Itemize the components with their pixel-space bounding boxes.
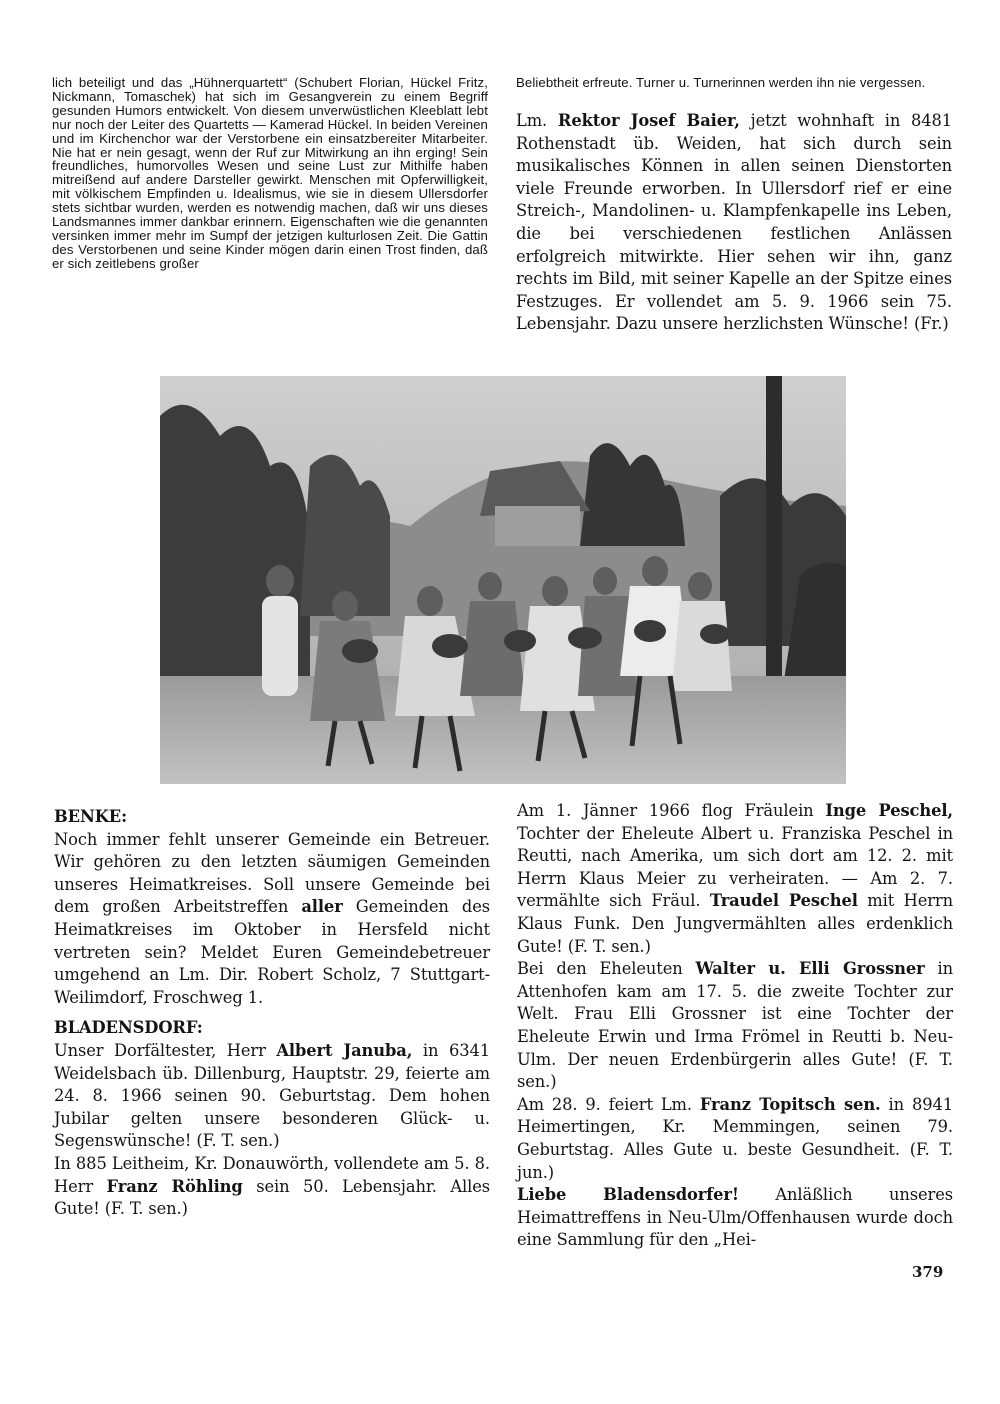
- grossner-paragraph: Bei den Eheleuten Walter u. Elli Grossner in Attenhofen kam am 17. 5. die zweite Tochter zur Welt. Frau Elli Grossner ist eine Tochter der Eheleute Erwin und Irma Frömel in Reutti b. Neu-Ulm. Der neuen Erdenbürgerin alles Gute! (F. T. sen.): [517, 959, 954, 1092]
- right-column: [517, 800, 953, 1252]
- topitsch-paragraph: Am 28. 9. feiert Lm. Franz Topitsch sen. in 8941 Heimertingen, Kr. Memmingen, seinen 79. Geburtstag. Alles Gute u. beste Gesundheit. (F. T. jun.): [517, 1094, 953, 1182]
- photo-illustration: [160, 376, 846, 784]
- section-heading-benke: BENKE:: [54, 807, 128, 826]
- obituary-text: lich beteiligt und das „Hühnerquartett“ (Schubert Florian, Hückel Fritz, Nickmann, Tomaschek) hat sich im Gesangverein zu einem Begriff gesunden Humors entwickelt. Von diesem unverwüstlichen Kleeblatt lebt nur noch der Leiter des Quartetts — Kamerad Hückel. In beiden Vereinen und im Kirchenchor war der Verstorbene ein einsatzbereiter Mitarbeiter. Nie hat er nein gesagt, wenn der Ruf zur Mitwirkung an ihn erging! Sein freundliches, humorvolles Wesen und seine Lust zur Mithilfe haben mitreißend auf andere Darsteller gewirkt. Menschen mit Opferwilligkeit, mit völkischem Empfinden u. Idealismus, wie sie in diesem Ullersdorfer stets sichtbar wurden, werden es notwendig machen, daß wir uns dieses Landsmannes immer dankbar erinnern. Eigenschaften wie die genannten versinken immer mehr im Sumpf der jetzigen kulturlosen Zeit. Die Gattin des Verstorbenen und seine Kinder mögen darin einen Trost finden, daß er sich zeitlebens großer: [52, 75, 488, 271]
- bladensdorf-paragraph: In 885 Leitheim, Kr. Donauwörth, vollendete am 5. 8. Herr Franz Röhling sein 50. Lebensjahr. Alles Gute! (F. T. sen.): [54, 1153, 491, 1219]
- person-name: Traudel Peschel: [709, 891, 858, 911]
- person-name: Albert Januba,: [276, 1040, 413, 1060]
- festzug-photo: [160, 376, 846, 784]
- collection-paragraph: Liebe Bladensdorfer! Anläßlich unseres Heimattreffens in Neu-Ulm/Offenhausen wurde doch eine Sammlung für den „Hei-: [517, 1185, 954, 1250]
- section-heading-bladensdorf: BLADENSDORF:: [54, 1018, 203, 1038]
- person-name: Rektor Josef Baier,: [557, 111, 740, 130]
- bladensdorf-section: BLADENSDORF: Unser Dorfältester, Herr Albert Januba, in 6341 Weidelsbach üb. Dillenburg, Hauptstr. 29, feierte am 24. 8. 1966 seinen 90. Geburtstag. Dem hohen Jubilar gelten unsere besonderen Glück- u. Segenswünsche! (F. T. sen.): [54, 1018, 490, 1151]
- salutation: Liebe Bladensdorfer!: [517, 1185, 739, 1205]
- person-name: Inge Peschel,: [825, 801, 953, 820]
- person-name: Franz Topitsch sen.: [699, 1094, 881, 1114]
- left-column: [54, 806, 490, 1221]
- obituary-continuation: [52, 76, 488, 372]
- emphasis: aller: [301, 897, 343, 917]
- benke-section: BENKE: Noch immer fehlt unserer Gemeinde ein Betreuer. Wir gehören zu den letzten säumigen Gemeinden unseres Heimatkreises. Soll unsere Gemeinde bei dem großen Arbeitstreffen aller Gemeinden des Heimatkreises im Oktober in Hersfeld nicht vertreten sein? Meldet Euren Gemeindebetreuer umgehend an Lm. Dir. Robert Scholz, 7 Stuttgart-Weilimdorf, Froschweg 1.: [54, 807, 491, 1007]
- person-name: Franz Röhling: [106, 1176, 243, 1196]
- obituary-end: Beliebtheit erfreute. Turner u. Turnerinnen werden ihn nie vergessen.: [516, 75, 926, 90]
- peschel-paragraph: Am 1. Jänner 1966 flog Fräulein Inge Peschel, Tochter der Eheleute Albert u. Franziska Peschel in Reutti, nach Amerika, um sich dort am 12. 2. mit Herrn Klaus Meier zu verheiraten. — Am 2. 7. vermählte sich Fräul. Traudel Peschel mit Herrn Klaus Funk. Den Jungvermählten alles erdenklich Gute! (F. T. sen.): [517, 801, 953, 956]
- page-number: 379: [912, 1263, 944, 1281]
- baier-article: [516, 110, 952, 336]
- baier-text: Lm. Rektor Josef Baier, jetzt wohnhaft in 8481 Rothenstadt üb. Weiden, hat sich durch sein musikalisches Können in allen seinen Dienstorten viele Freunde erworben. In Ullersdorf rief er eine Streich-, Mandolinen- u. Klampfenkapelle ins Leben, die bei verschiedenen festlichen Anlässen erfolgreich mitwirkte. Hier sehen wir ihn, ganz rechts im Bild, mit seiner Kapelle an der Spitze eines Festzuges. Er vollendet am 5. 9. 1966 sein 75. Lebensjahr. Dazu unsere herzlichsten Wünsche! (Fr.): [516, 111, 953, 334]
- person-name: Walter u. Elli Grossner: [695, 959, 925, 979]
